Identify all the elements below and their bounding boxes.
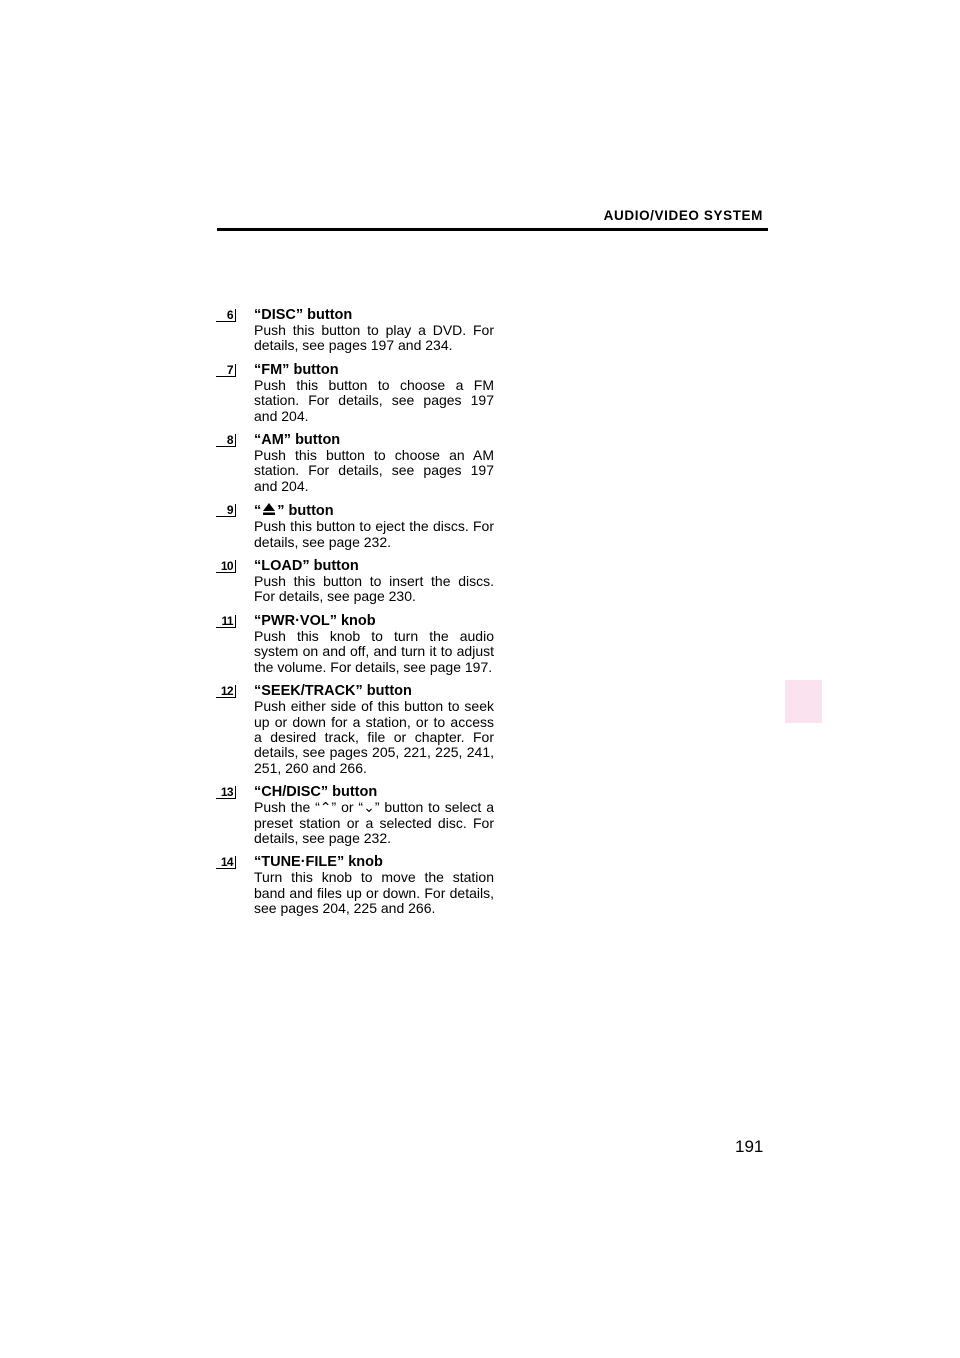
list-item [214, 558, 494, 605]
chapter-tab [785, 680, 822, 723]
item-title-close: ” button [277, 503, 334, 520]
list-item [214, 362, 494, 424]
item-title: “DISC” button [254, 307, 353, 323]
list-item [214, 784, 494, 846]
list-item [214, 432, 494, 494]
list-item [214, 307, 494, 354]
item-number: 6 [216, 309, 236, 322]
item-number: 8 [216, 434, 236, 447]
item-list [214, 307, 494, 925]
item-title [254, 502, 494, 519]
item-title: “AM” button [254, 432, 341, 449]
eject-icon [262, 502, 276, 516]
item-description: Push the “⌃” or “⌄” button to select a preset station or a selected disc. For details, see page 232. [254, 799, 494, 846]
item-title: “PWR·VOL” knob [254, 612, 376, 629]
list-item [214, 683, 494, 776]
item-number: 9 [216, 504, 236, 517]
item-description: Push this button to choose a FM station. For details, see pages 197 and 204. [254, 376, 494, 424]
header-rule [217, 228, 768, 231]
item-title-open: “ [254, 503, 262, 520]
item-title: “SEEK/TRACK” button [254, 683, 412, 700]
item-number: 14 [216, 856, 236, 869]
item-title: “FM” button [254, 361, 339, 378]
section-title: AUDIO/VIDEO SYSTEM [603, 208, 763, 223]
item-title: “LOAD” button [254, 558, 359, 575]
item-description: Push this knob to turn the audio system on and off, and turn it to adjust the volume. For details, see page 197. [254, 627, 494, 675]
list-item [214, 502, 494, 550]
item-number: 13 [216, 786, 236, 799]
item-number: 7 [216, 364, 236, 377]
page-number: 191 [735, 1137, 764, 1156]
item-title: “CH/DISC” button [254, 784, 378, 801]
item-number: 11 [216, 615, 236, 628]
item-number: 10 [216, 560, 236, 573]
item-description: Push this button to eject the discs. For details, see page 232. [254, 518, 494, 550]
list-item [214, 854, 494, 916]
list-item [214, 613, 494, 675]
item-number: 12 [216, 685, 236, 698]
item-description: Turn this knob to move the station band and files up or down. For details, see pages 204, 225 and 266. [254, 869, 494, 917]
item-description: Push this button to insert the discs. For details, see page 230. [254, 573, 494, 605]
item-title: “TUNE·FILE” knob [254, 854, 383, 871]
item-description: Push either side of this button to seek up or down for a station, or to access a desired track, file or chapter. For details, see pages 205, 221, 225, 241, 251, 260 and 266. [254, 698, 494, 776]
item-description: Push this button to play a DVD. For details, see pages 197 and 234. [254, 322, 494, 354]
item-description: Push this button to choose an AM station. For details, see pages 197 and 204. [254, 447, 494, 494]
